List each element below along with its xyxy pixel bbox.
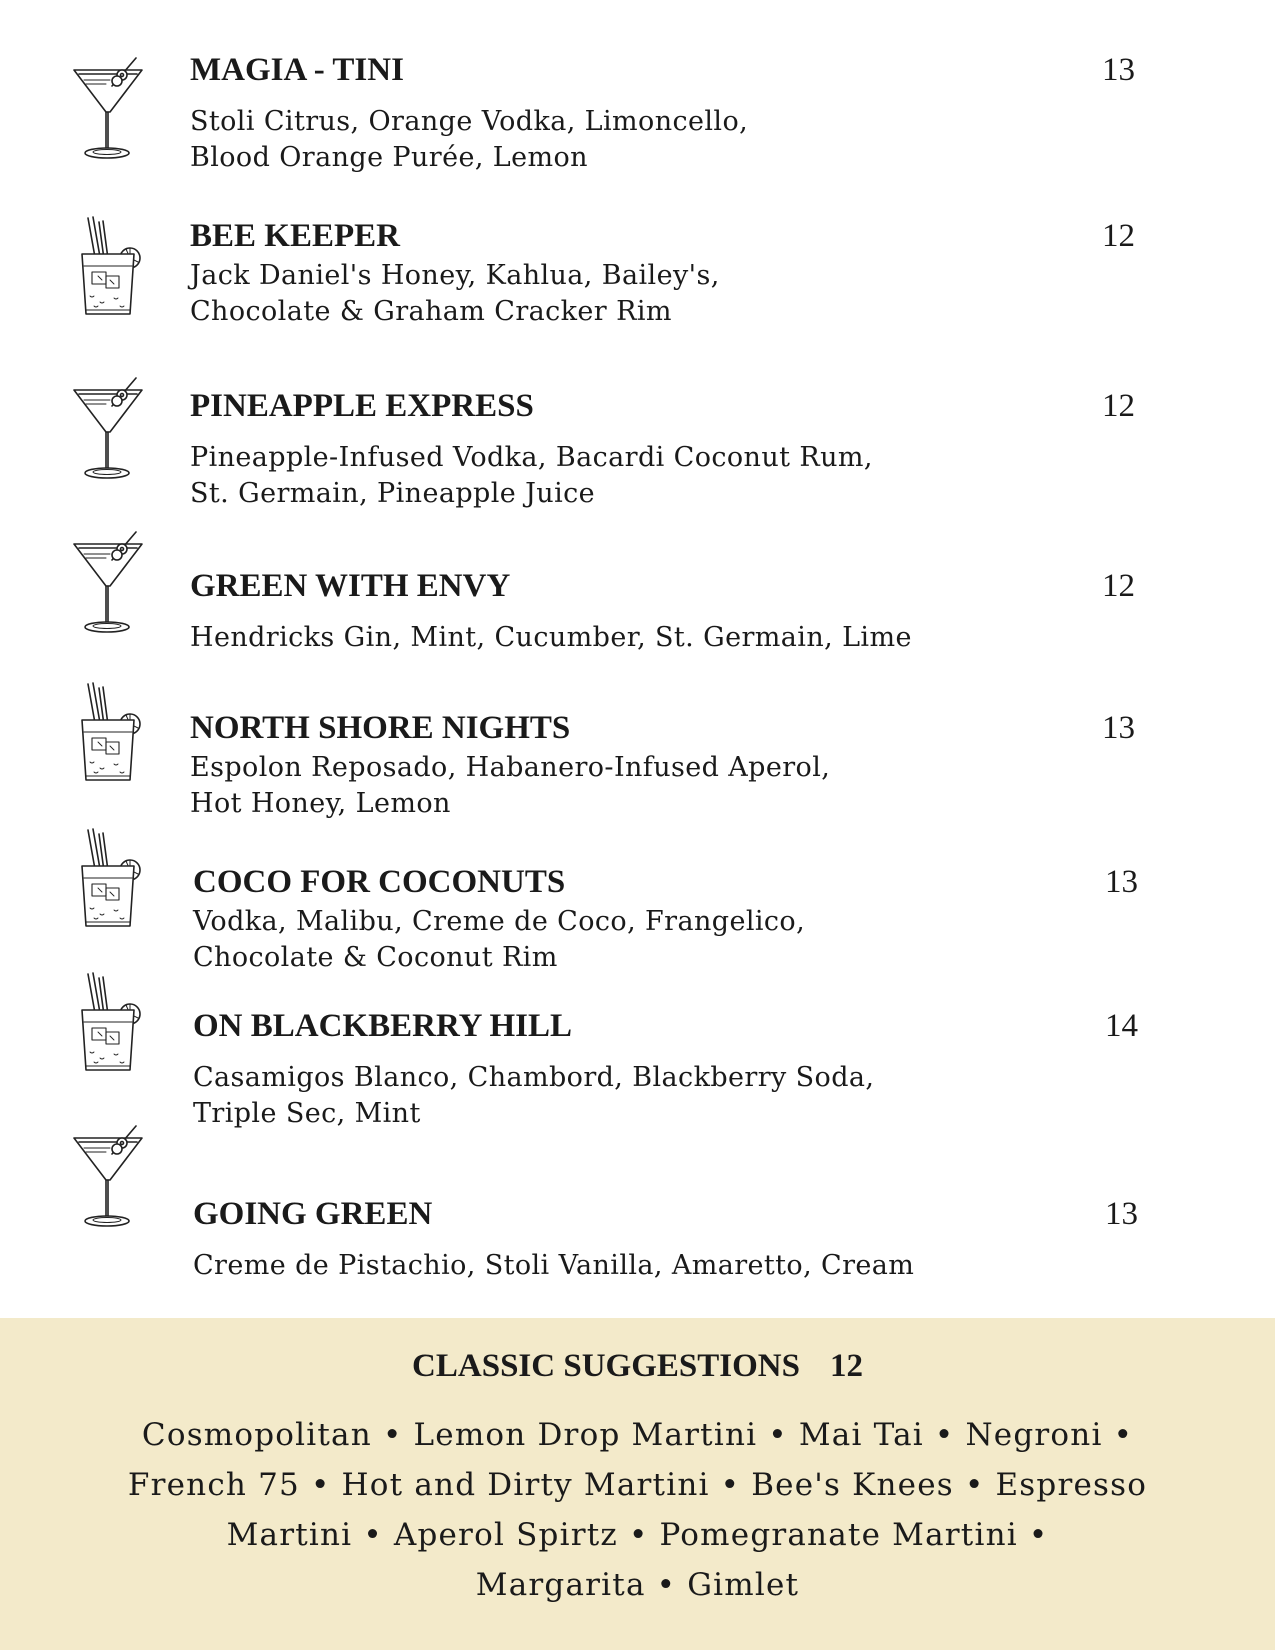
menu-item-description-line: Pineapple-Infused Vodka, Bacardi Coconut Rum, — [190, 442, 873, 473]
menu-item-description-line: Espolon Reposado, Habanero-Infused Aperol, — [190, 752, 831, 783]
menu-item-price: 12 — [1102, 388, 1135, 424]
martini-glass-icon — [70, 376, 146, 488]
menu-item-description-line: Creme de Pistachio, Stoli Vanilla, Amaretto, Cream — [193, 1250, 915, 1281]
classic-suggestions-title: CLASSIC SUGGESTIONS — [412, 1348, 800, 1384]
menu-item-name: PINEAPPLE EXPRESS — [190, 388, 534, 424]
menu-item-price: 14 — [1105, 1008, 1138, 1044]
menu-item-description-line: Blood Orange Purée, Lemon — [190, 142, 588, 173]
menu-item-price: 12 — [1102, 568, 1135, 604]
classic-suggestions-heading — [0, 1348, 1275, 1385]
menu-item-description — [193, 904, 1013, 976]
menu-item-description-line: Casamigos Blanco, Chambord, Blackberry Soda, — [193, 1062, 875, 1093]
rocks-glass-icon — [70, 680, 146, 792]
menu-item-description-line: Stoli Citrus, Orange Vodka, Limoncello, — [190, 106, 749, 137]
menu-item-price: 12 — [1102, 218, 1135, 254]
menu-item-description — [190, 620, 1010, 656]
menu-item-price: 13 — [1102, 710, 1135, 746]
menu-item-name: ON BLACKBERRY HILL — [193, 1008, 573, 1044]
menu-item-name: BEE KEEPER — [190, 218, 400, 254]
menu-item-name: MAGIA - TINI — [190, 52, 404, 88]
menu-item-description — [190, 104, 1010, 176]
menu-item-name: GOING GREEN — [193, 1196, 433, 1232]
rocks-glass-icon — [70, 214, 146, 326]
classic-suggestions-line: French 75 • Hot and Dirty Martini • Bee's Knees • Espresso — [127, 1467, 1148, 1503]
menu-item-description-line: Jack Daniel's Honey, Kahlua, Bailey's, — [190, 260, 720, 291]
classic-suggestions-panel — [0, 1318, 1275, 1650]
menu-item-price: 13 — [1105, 1196, 1138, 1232]
martini-glass-icon — [70, 56, 146, 168]
classic-suggestions-list — [0, 1410, 1275, 1610]
menu-item-description-line: Chocolate & Coconut Rim — [193, 942, 558, 973]
menu-item-price: 13 — [1102, 52, 1135, 88]
menu-item-description — [190, 440, 1010, 512]
martini-glass-icon — [70, 530, 146, 642]
classic-suggestions-line: Cosmopolitan • Lemon Drop Martini • Mai Tai • Negroni • — [141, 1417, 1134, 1453]
menu-item-description-line: Vodka, Malibu, Creme de Coco, Frangelico, — [193, 906, 806, 937]
menu-item-name: GREEN WITH ENVY — [190, 568, 511, 604]
menu-item-price: 13 — [1105, 864, 1138, 900]
menu-item-name: COCO FOR COCONUTS — [193, 864, 566, 900]
menu-item-description-line: Chocolate & Graham Cracker Rim — [190, 296, 672, 327]
classic-suggestions-line: Margarita • Gimlet — [475, 1567, 800, 1603]
classic-suggestions-price: 12 — [829, 1348, 863, 1384]
menu-item-description — [193, 1248, 1013, 1284]
rocks-glass-icon — [70, 970, 146, 1082]
classic-suggestions-line: Martini • Aperol Spirtz • Pomegranate Martini • — [226, 1517, 1049, 1553]
menu-item-name: NORTH SHORE NIGHTS — [190, 710, 571, 746]
menu-item-description — [190, 258, 1010, 330]
menu-item-description-line: Hot Honey, Lemon — [190, 788, 451, 819]
menu-item-description — [190, 750, 1010, 822]
martini-glass-icon — [70, 1124, 146, 1236]
menu-item-description-line: Triple Sec, Mint — [193, 1098, 421, 1129]
menu-item-description — [193, 1060, 1013, 1132]
menu-item-description-line: Hendricks Gin, Mint, Cucumber, St. Germain, Lime — [190, 622, 912, 653]
rocks-glass-icon — [70, 826, 146, 938]
menu-item-description-line: St. Germain, Pineapple Juice — [190, 478, 596, 509]
